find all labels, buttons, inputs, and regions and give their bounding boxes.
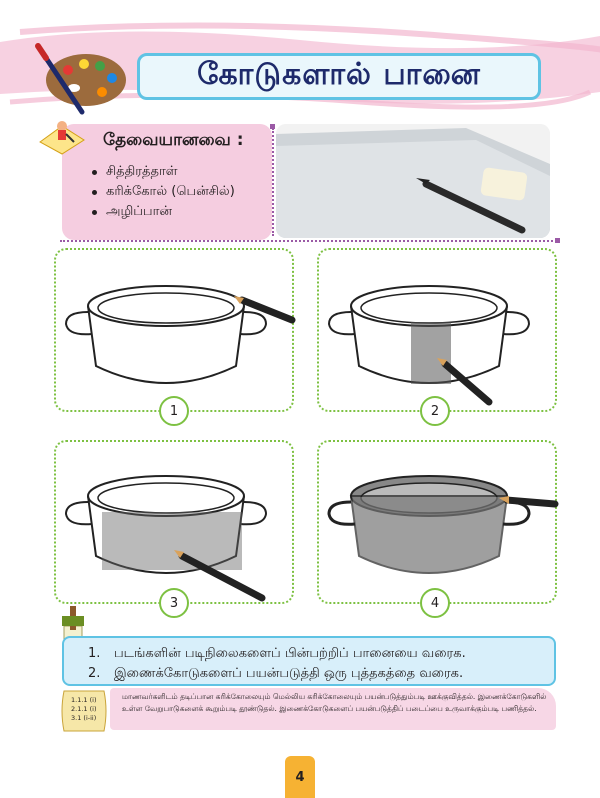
activity-list bbox=[88, 644, 466, 684]
pot-outline-drawing bbox=[56, 250, 296, 414]
reference-code: 3.1 (i-ii) bbox=[71, 714, 97, 722]
reference-code: 2.1.1 (i) bbox=[71, 705, 97, 713]
material-label: கரிக்கோல் (பென்சில்) bbox=[106, 184, 235, 199]
step-number-badge: 1 bbox=[159, 396, 189, 426]
materials-list bbox=[92, 162, 235, 222]
paint-palette-icon bbox=[28, 40, 128, 120]
materials-heading: தேவையானவை : bbox=[103, 130, 244, 150]
step-3-box bbox=[54, 440, 294, 604]
step-number-badge: 2 bbox=[420, 396, 450, 426]
reference-code: 1.1.1 (i) bbox=[71, 696, 97, 704]
pot-shading-drawing bbox=[319, 250, 559, 414]
dotted-divider bbox=[60, 240, 560, 242]
list-item bbox=[92, 202, 235, 222]
page-title: கோடுகளால் பானை bbox=[197, 57, 481, 92]
material-label: சித்திரத்தாள் bbox=[106, 164, 178, 179]
materials-photo bbox=[276, 124, 550, 238]
teacher-note: மாணவர்களிடம் தடிப்பான கரிக்கோலையும் மெல்லிய கரிக்கோலையும் பயன்படுத்தும்படி ஊக்குவித்தல். இணைக்கோடுகளில் உள்ள வேறுபாடுகளைக் கூறும்படி தூண்டுதல். இணைக்கோடுகளைப் பயன்படுத்திப் படைப்பை உருவாக்கும்படி பணித்தல். bbox=[122, 692, 547, 713]
bullet-icon bbox=[92, 210, 97, 215]
dotted-divider bbox=[272, 128, 274, 236]
bullet-icon bbox=[92, 170, 97, 175]
step-4-box bbox=[317, 440, 557, 604]
step-2-box bbox=[317, 248, 557, 412]
item-number: 1. bbox=[88, 646, 101, 661]
page-number-tab bbox=[285, 756, 315, 798]
corner-dot bbox=[555, 238, 560, 243]
list-item bbox=[92, 182, 235, 202]
curriculum-references bbox=[71, 696, 96, 723]
corner-dot bbox=[270, 124, 275, 129]
drawing-child-icon bbox=[36, 112, 86, 156]
item-number: 2. bbox=[88, 666, 101, 681]
activity-text: படங்களின் படிநிலைகளைப் பின்பற்றிப் பானையை வரைக. bbox=[114, 646, 466, 661]
bullet-icon bbox=[92, 190, 97, 195]
pot-partial-shading-drawing bbox=[56, 442, 296, 606]
step-1-box bbox=[54, 248, 294, 412]
pot-finished-drawing bbox=[319, 442, 559, 606]
list-item bbox=[88, 644, 466, 664]
activity-text: இணைக்கோடுகளைப் பயன்படுத்தி ஒரு புத்தகத்தை வரைக. bbox=[114, 666, 464, 681]
step-number-badge: 3 bbox=[159, 588, 189, 618]
list-item bbox=[88, 664, 466, 684]
page-number: 4 bbox=[295, 769, 305, 785]
list-item bbox=[92, 162, 235, 182]
title-banner bbox=[137, 53, 541, 100]
paper-pencil-eraser-image bbox=[276, 124, 550, 238]
material-label: அழிப்பான் bbox=[106, 204, 172, 219]
step-number-badge: 4 bbox=[420, 588, 450, 618]
